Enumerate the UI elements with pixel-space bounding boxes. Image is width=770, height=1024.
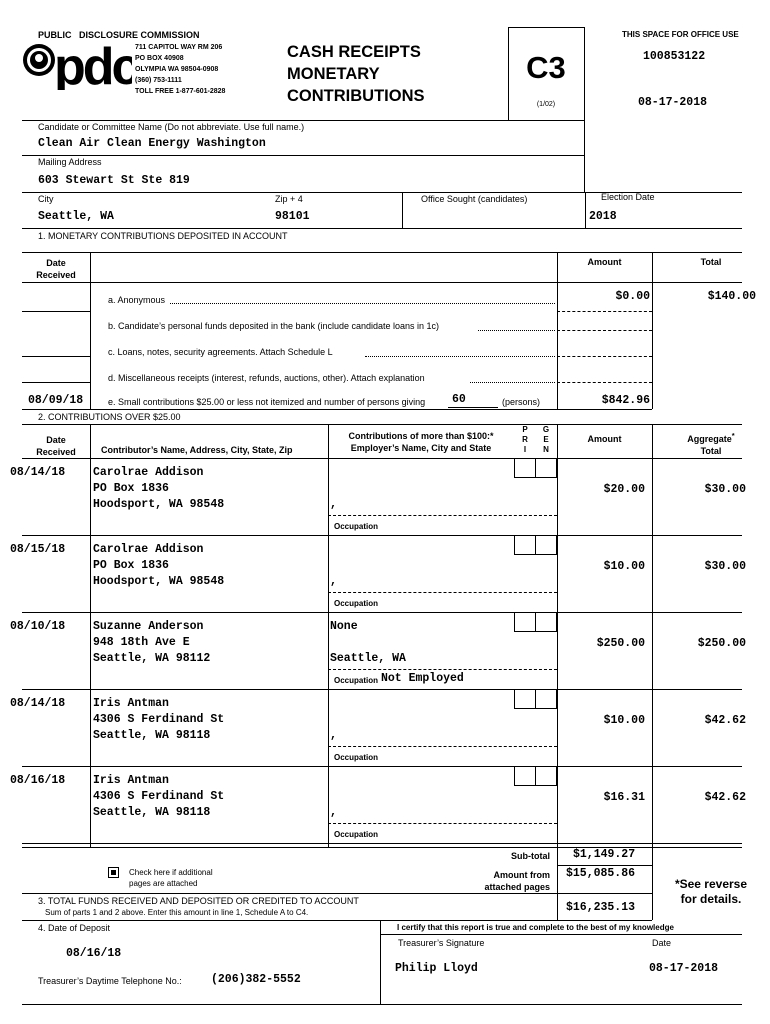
subtotal-label: Sub-total: [511, 851, 550, 861]
general-checkbox[interactable]: [535, 612, 557, 632]
occupation-label: Occupation: [334, 753, 379, 762]
contributor-city: Seattle, WA 98118: [93, 729, 211, 742]
row-amount: $10.00: [603, 714, 645, 727]
row-divider: [22, 612, 742, 613]
contributor-name: Carolrae Addison: [93, 466, 204, 479]
row-aggregate: $30.00: [704, 560, 746, 573]
general-checkbox[interactable]: [535, 458, 557, 478]
attached-amount: $15,085.86: [566, 867, 636, 880]
attached-pages-checkbox[interactable]: [108, 867, 119, 878]
row-date: 08/15/18: [10, 543, 66, 556]
signature-date: 08-17-2018: [649, 962, 719, 975]
section1-date-header: Date Received: [36, 258, 76, 280]
treasurer-phone: (206)382-5552: [211, 973, 301, 986]
line-e-date: 08/09/18: [28, 394, 84, 407]
primary-checkbox[interactable]: [514, 689, 536, 709]
contributor-city: Hoodsport, WA 98548: [93, 575, 225, 588]
svg-text:pdc: pdc: [54, 40, 132, 90]
total-header: Total: [700, 257, 722, 267]
section3-subtitle: Sum of parts 1 and 2 above. Enter this amount in line 1, Schedule A to C4.: [45, 908, 309, 917]
row-divider: [22, 766, 742, 767]
line-e-amount: $842.96: [601, 394, 650, 407]
office-use-label: THIS SPACE FOR OFFICE USE: [622, 30, 739, 39]
row-date: 08/14/18: [10, 466, 66, 479]
signature-label: Treasurer’s Signature: [398, 938, 485, 948]
employer-line: [328, 592, 557, 593]
attached-amount-label: Amount from attached pages: [484, 870, 550, 892]
zip-label: Zip + 4: [275, 194, 303, 204]
office-id: 100853122: [643, 50, 706, 63]
section1-total: $140.00: [707, 290, 756, 303]
employer-city: ,: [330, 498, 337, 511]
election-date-label: Election Date: [601, 192, 655, 202]
section1-title: 1. MONETARY CONTRIBUTIONS DEPOSITED IN ACCOUNT: [38, 231, 288, 241]
row-divider: [22, 535, 742, 536]
contributor-address: 4306 S Ferdinand St: [93, 790, 225, 803]
subtotal: $1,149.27: [573, 848, 636, 861]
employer-city: ,: [330, 575, 337, 588]
office-date: 08-17-2018: [638, 96, 708, 109]
pdc-logo: [22, 40, 132, 90]
employer-line: [328, 746, 557, 747]
aggregate-header: Aggregate* Total: [687, 431, 735, 456]
contributor-city: Seattle, WA 98112: [93, 652, 211, 665]
form-title: CASH RECEIPTS MONETARY CONTRIBUTIONS: [287, 43, 425, 105]
mailing-address-label: Mailing Address: [38, 157, 102, 167]
address-line: (360) 753-1111: [135, 77, 182, 84]
contributor-header: Contributor’s Name, Address, City, State, Zip: [101, 445, 293, 455]
section2-title: 2. CONTRIBUTIONS OVER $25.00: [38, 412, 181, 422]
committee-name-label: Candidate or Committee Name (Do not abbreviate. Use full name.): [38, 122, 305, 132]
general-checkbox[interactable]: [535, 766, 557, 786]
contributor-address: PO Box 1836: [93, 482, 169, 495]
city: Seattle, WA: [38, 210, 114, 223]
agency-address: [135, 42, 225, 97]
row-date: 08/14/18: [10, 697, 66, 710]
address-line: 711 CAPITOL WAY RM 206: [135, 44, 223, 51]
general-checkbox[interactable]: [535, 535, 557, 555]
office-sought-label: Office Sought (candidates): [421, 194, 528, 204]
treasurer-name: Philip Lloyd: [395, 962, 478, 975]
city-label: City: [38, 194, 54, 204]
total-funds: $16,235.13: [566, 901, 636, 914]
signature-date-label: Date: [652, 938, 672, 948]
address-line: TOLL FREE 1-877-601-2828: [135, 88, 226, 95]
row-amount: $250.00: [596, 637, 645, 650]
line-e-label: e. Small contributions $25.00 or less not itemized and number of persons giving: [108, 397, 426, 407]
employer-header: Contributions of more than $100:* Employer’s Name, City and State: [348, 431, 494, 453]
s2-amount-header: Amount: [587, 434, 622, 444]
persons-label: (persons): [502, 397, 541, 407]
section2-date-header: Date Received: [36, 435, 76, 457]
address-line: OLYMPIA WA 98504-0908: [135, 66, 219, 73]
row-amount: $20.00: [603, 483, 645, 496]
phone-label: Treasurer’s Daytime Telephone No.:: [38, 976, 182, 986]
amount-header: Amount: [587, 257, 622, 267]
mailing-address: 603 Stewart St Ste 819: [38, 174, 190, 187]
contributor-city: Seattle, WA 98118: [93, 806, 211, 819]
election-date: 2018: [589, 210, 617, 223]
occupation-value: Not Employed: [381, 672, 464, 685]
employer-city: Seattle, WA: [330, 652, 406, 665]
contributor-address: PO Box 1836: [93, 559, 169, 572]
employer-city: ,: [330, 806, 337, 819]
row-date: 08/10/18: [10, 620, 66, 633]
general-header: G E N: [542, 425, 550, 454]
contributor-address: 4306 S Ferdinand St: [93, 713, 225, 726]
agency-name: PUBLIC DISCLOSURE COMMISSION: [38, 30, 200, 40]
occupation-label: Occupation: [334, 676, 379, 685]
row-aggregate: $30.00: [704, 483, 746, 496]
form-revision: (1/02): [536, 101, 556, 108]
primary-checkbox[interactable]: [514, 766, 536, 786]
persons-count: 60: [452, 393, 466, 406]
employer-line: [328, 823, 557, 824]
occupation-label: Occupation: [334, 599, 379, 608]
committee-name: Clean Air Clean Energy Washington: [38, 137, 266, 150]
primary-checkbox[interactable]: [514, 612, 536, 632]
contributor-name: Iris Antman: [93, 697, 169, 710]
row-divider: [22, 843, 742, 844]
row-divider: [22, 689, 742, 690]
row-date: 08/16/18: [10, 774, 66, 787]
contributor-address: 948 18th Ave E: [93, 636, 190, 649]
general-checkbox[interactable]: [535, 689, 557, 709]
row-amount: $10.00: [603, 560, 645, 573]
occupation-label: Occupation: [334, 522, 379, 531]
certify-statement: I certify that this report is true and complete to the best of my knowledge: [397, 923, 674, 932]
row-aggregate: $42.62: [704, 791, 746, 804]
contributor-name: Suzanne Anderson: [93, 620, 204, 633]
contributor-city: Hoodsport, WA 98548: [93, 498, 225, 511]
contributor-name: Carolrae Addison: [93, 543, 204, 556]
zip: 98101: [275, 210, 310, 223]
address-line: PO BOX 40908: [135, 55, 184, 62]
primary-checkbox[interactable]: [514, 535, 536, 555]
employer-name: None: [330, 620, 358, 633]
primary-header: P R I: [522, 425, 528, 454]
row-aggregate: $42.62: [704, 714, 746, 727]
employer-city: ,: [330, 729, 337, 742]
line-c-label: c. Loans, notes, security agreements. Attach Schedule L: [108, 347, 333, 357]
form-code: C3: [526, 50, 566, 85]
row-aggregate: $250.00: [697, 637, 746, 650]
see-reverse-note: *See reverse for details.: [674, 877, 748, 906]
line-b-label: b. Candidate’s personal funds deposited in the bank (include candidate loans in 1c): [108, 321, 440, 331]
employer-line: [328, 669, 557, 670]
section4-title: 4. Date of Deposit: [38, 923, 111, 933]
primary-checkbox[interactable]: [514, 458, 536, 478]
contributor-name: Iris Antman: [93, 774, 169, 787]
row-amount: $16.31: [603, 791, 645, 804]
employer-line: [328, 515, 557, 516]
section3-title: 3. TOTAL FUNDS RECEIVED AND DEPOSITED OR CREDITED TO ACCOUNT: [38, 896, 359, 906]
occupation-label: Occupation: [334, 830, 379, 839]
line-a-label: a. Anonymous: [108, 295, 166, 305]
deposit-date: 08/16/18: [66, 947, 122, 960]
attached-pages-label: Check here if additional pages are attached: [129, 868, 213, 888]
line-a-amount: $0.00: [615, 290, 650, 303]
line-d-label: d. Miscellaneous receipts (interest, refunds, auctions, other). Attach explanation: [108, 373, 425, 383]
